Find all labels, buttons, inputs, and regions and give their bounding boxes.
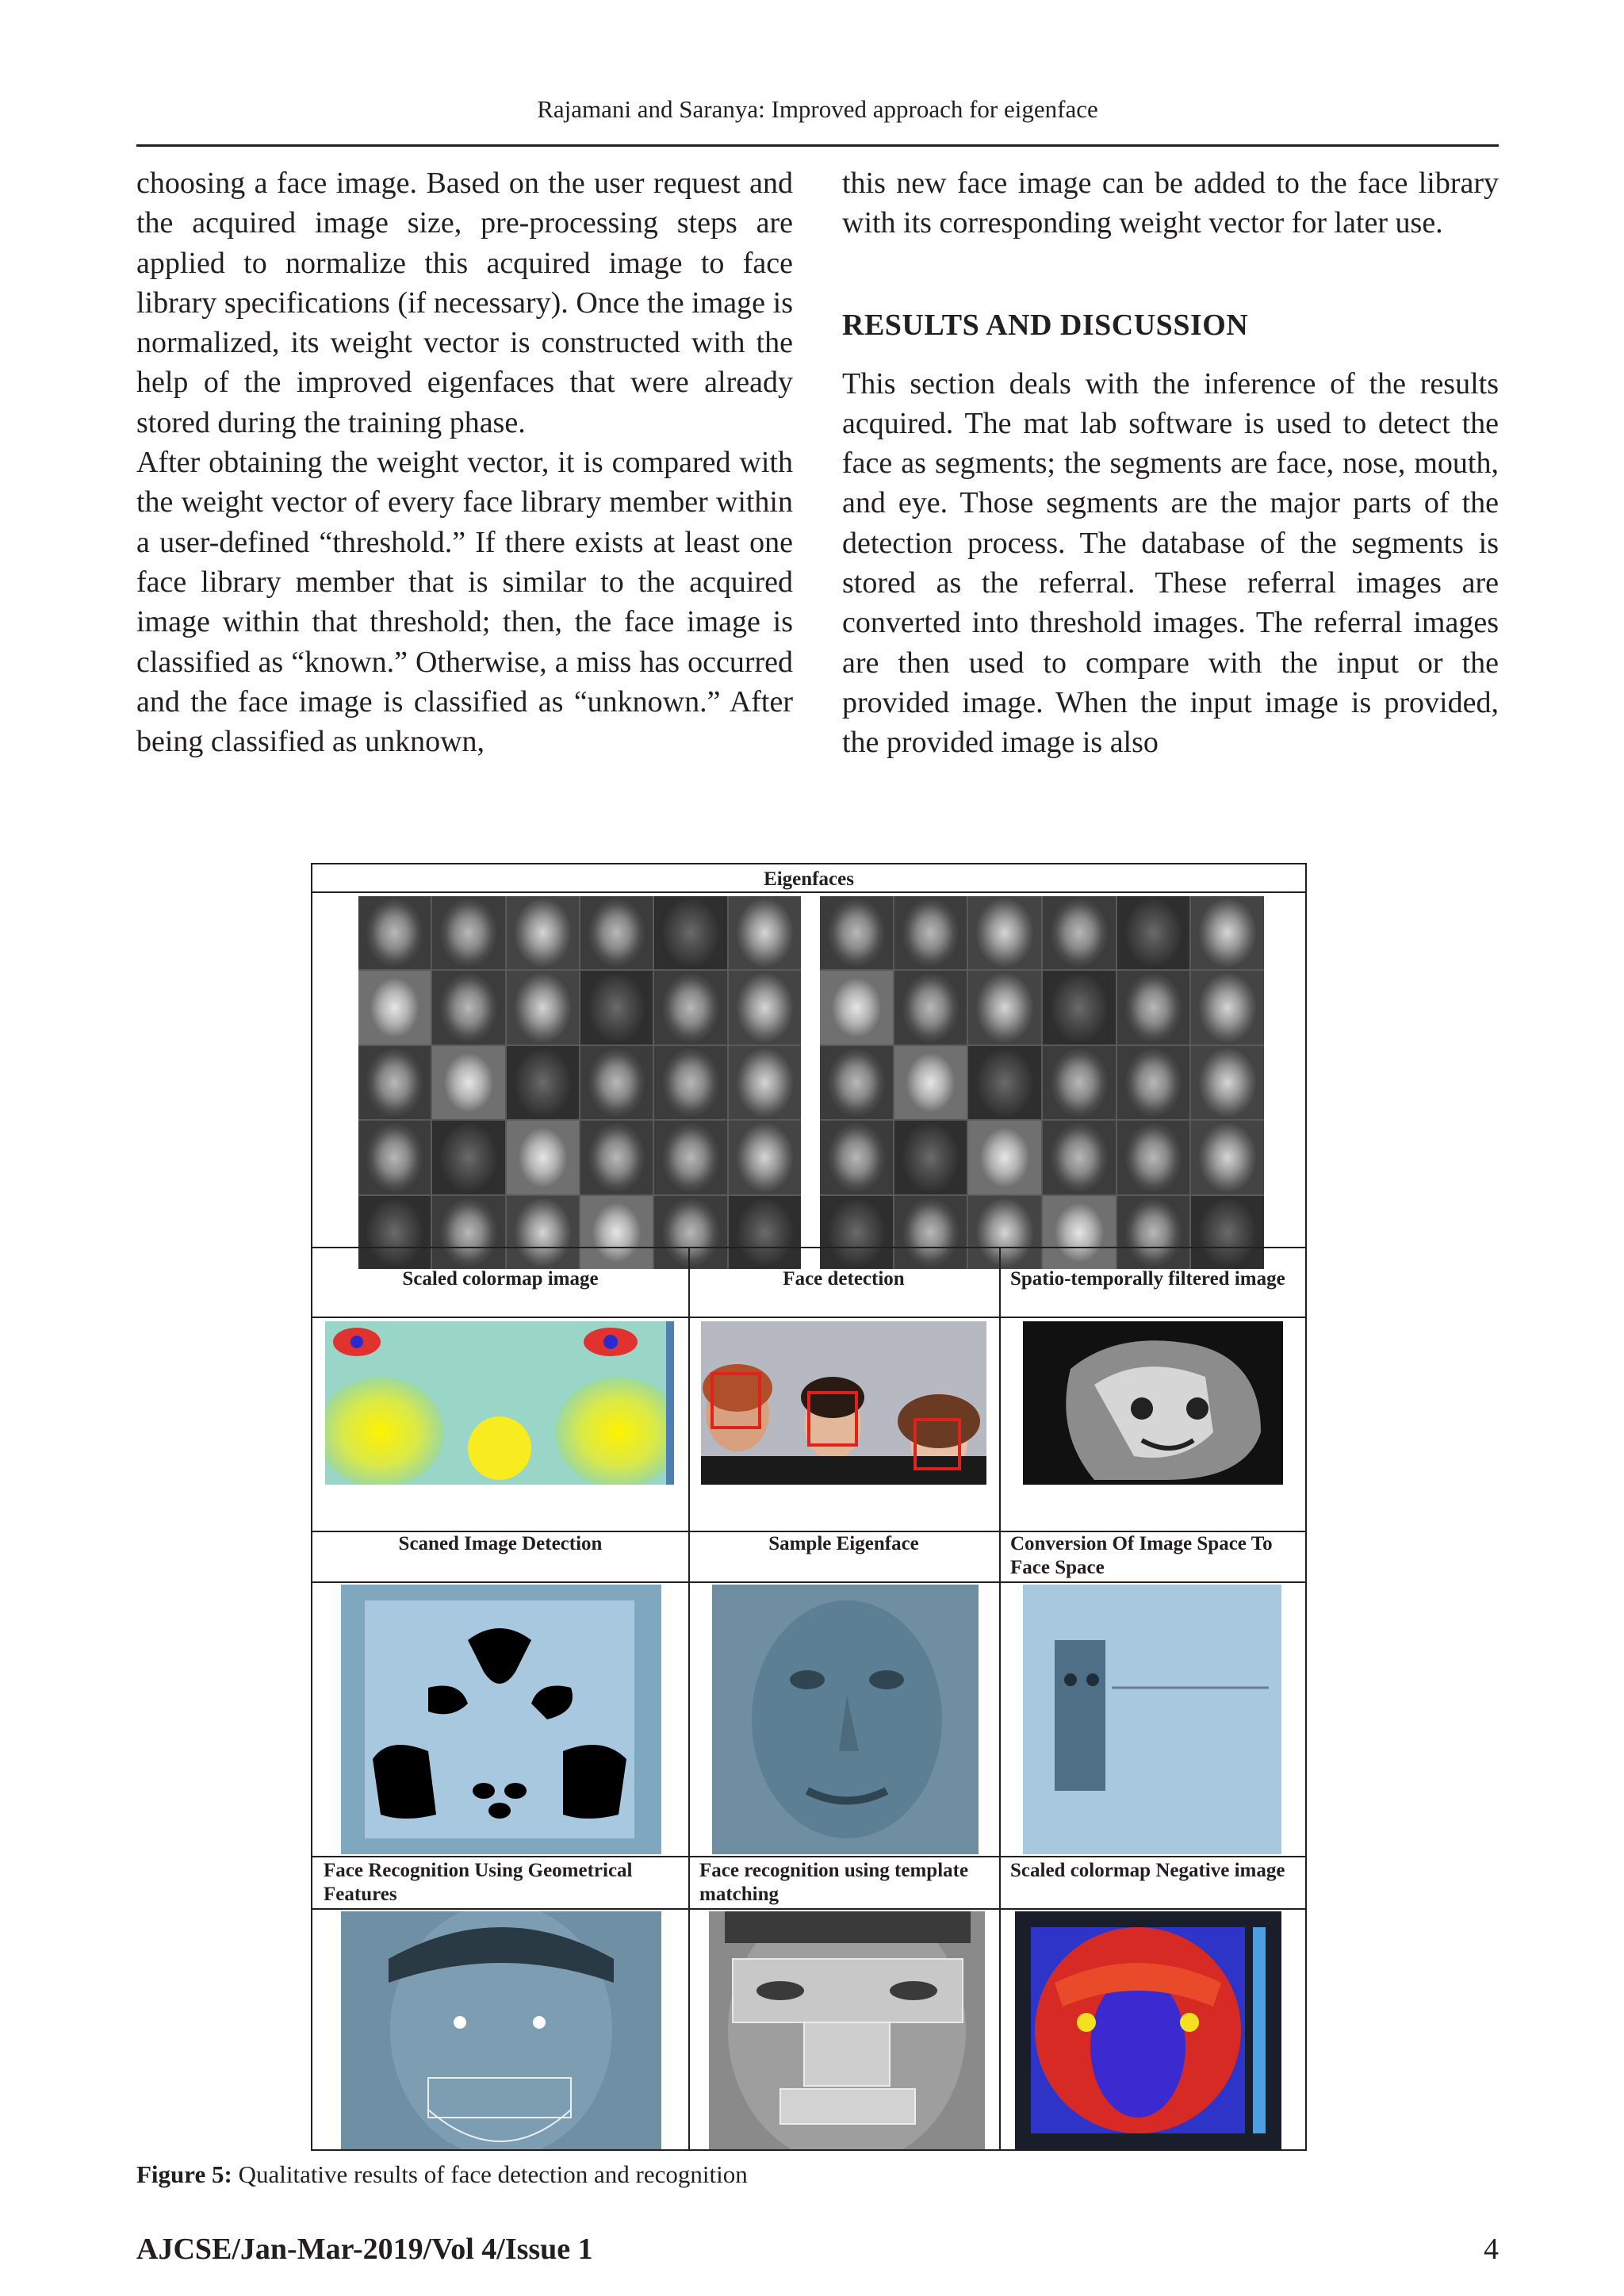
header-rule	[136, 144, 1499, 147]
label-sample-eigenface: Sample Eigenface	[768, 1533, 919, 1554]
label-image-to-face-space: Conversion Of Image Space To Face Space	[1010, 1533, 1273, 1578]
left-paragraph-2: After obtaining the weight vector, it is compared with the weight vector of every face library member within a user-defined “threshold.” If there exists at least one face library member that is similar to the acquired image within that threshold; then, the face image is classified as “known.” Otherwise, a miss has occurred and the face image is classified as “unknown.” After being classified as unknown,	[136, 446, 793, 759]
left-paragraph-1: choosing a face image. Based on the user request and the acquired image size, pre-processing steps are applied to normalize this acquired image to face library specifications (if necessary). Once the image is normalized, its weight vector is constructed with the help of the improved eigenfaces that were already stored during the training phase.	[136, 167, 793, 439]
figure-5	[311, 863, 1307, 2151]
template-matching-image	[709, 1911, 985, 2149]
eigenfaces-title: Eigenfaces	[764, 868, 854, 890]
grid-line	[312, 1581, 1305, 1583]
grid-line	[312, 1247, 1305, 1248]
label-spatio-temporal: Spatio-temporally filtered image	[1010, 1268, 1285, 1290]
journal-footer: AJCSE/Jan-Mar-2019/Vol 4/Issue 1	[136, 2233, 593, 2266]
right-column	[842, 163, 1499, 763]
face-detection-image	[701, 1321, 986, 1485]
label-scaned-image-detection: Scaned Image Detection	[398, 1533, 603, 1554]
spatio-temporal-image	[1023, 1321, 1283, 1485]
caption-label: Figure 5:	[136, 2160, 232, 2188]
label-geometric-features: Face Recognition Using Geometrical Features	[324, 1860, 633, 1905]
grid-line	[999, 1247, 1001, 2151]
label-template-matching: Face recognition using template matching	[699, 1860, 969, 1905]
right-paragraph-intro: this new face image can be added to the face library with its corresponding weight vector for later use.	[842, 167, 1499, 240]
grid-line	[312, 891, 1305, 893]
grid-line	[688, 1247, 690, 2151]
section-heading: RESULTS AND DISCUSSION	[842, 308, 1249, 342]
grid-line	[312, 1908, 1305, 1910]
figure-caption	[136, 2159, 748, 2191]
scaned-image-detection	[341, 1585, 661, 1854]
running-header: Rajamani and Saranya: Improved approach for eigenface	[537, 95, 1098, 123]
colormap-negative-image	[1015, 1911, 1281, 2149]
right-paragraph-results: This section deals with the inference of the results acquired. The mat lab software is used to detect the face as segments; the segments are face, nose, mouth, and eye. Those segments are the major parts of the detection process. The database of the segments is stored as the referral. These referral images are converted into threshold images. The referral images are then used to compare with the input or the provided image. When the input image is provided, the provided image is also	[842, 366, 1499, 760]
left-column	[136, 163, 793, 761]
geometric-features-image	[341, 1911, 661, 2149]
caption-text: Qualitative results of face detection and recognition	[232, 2160, 748, 2188]
label-face-detection: Face detection	[783, 1268, 905, 1290]
label-colormap-negative: Scaled colormap Negative image	[1010, 1860, 1285, 1881]
scaled-colormap-image	[325, 1321, 674, 1485]
eigenfaces-image-left	[358, 896, 801, 1269]
eigenfaces-image-right	[820, 896, 1264, 1269]
grid-line	[312, 1317, 1305, 1318]
sample-eigenface-image	[712, 1585, 979, 1854]
page-number: 4	[1484, 2233, 1499, 2266]
label-scaled-colormap: Scaled colormap image	[402, 1268, 599, 1290]
face-space-conversion-image	[1023, 1585, 1281, 1854]
grid-line	[312, 1856, 1305, 1857]
